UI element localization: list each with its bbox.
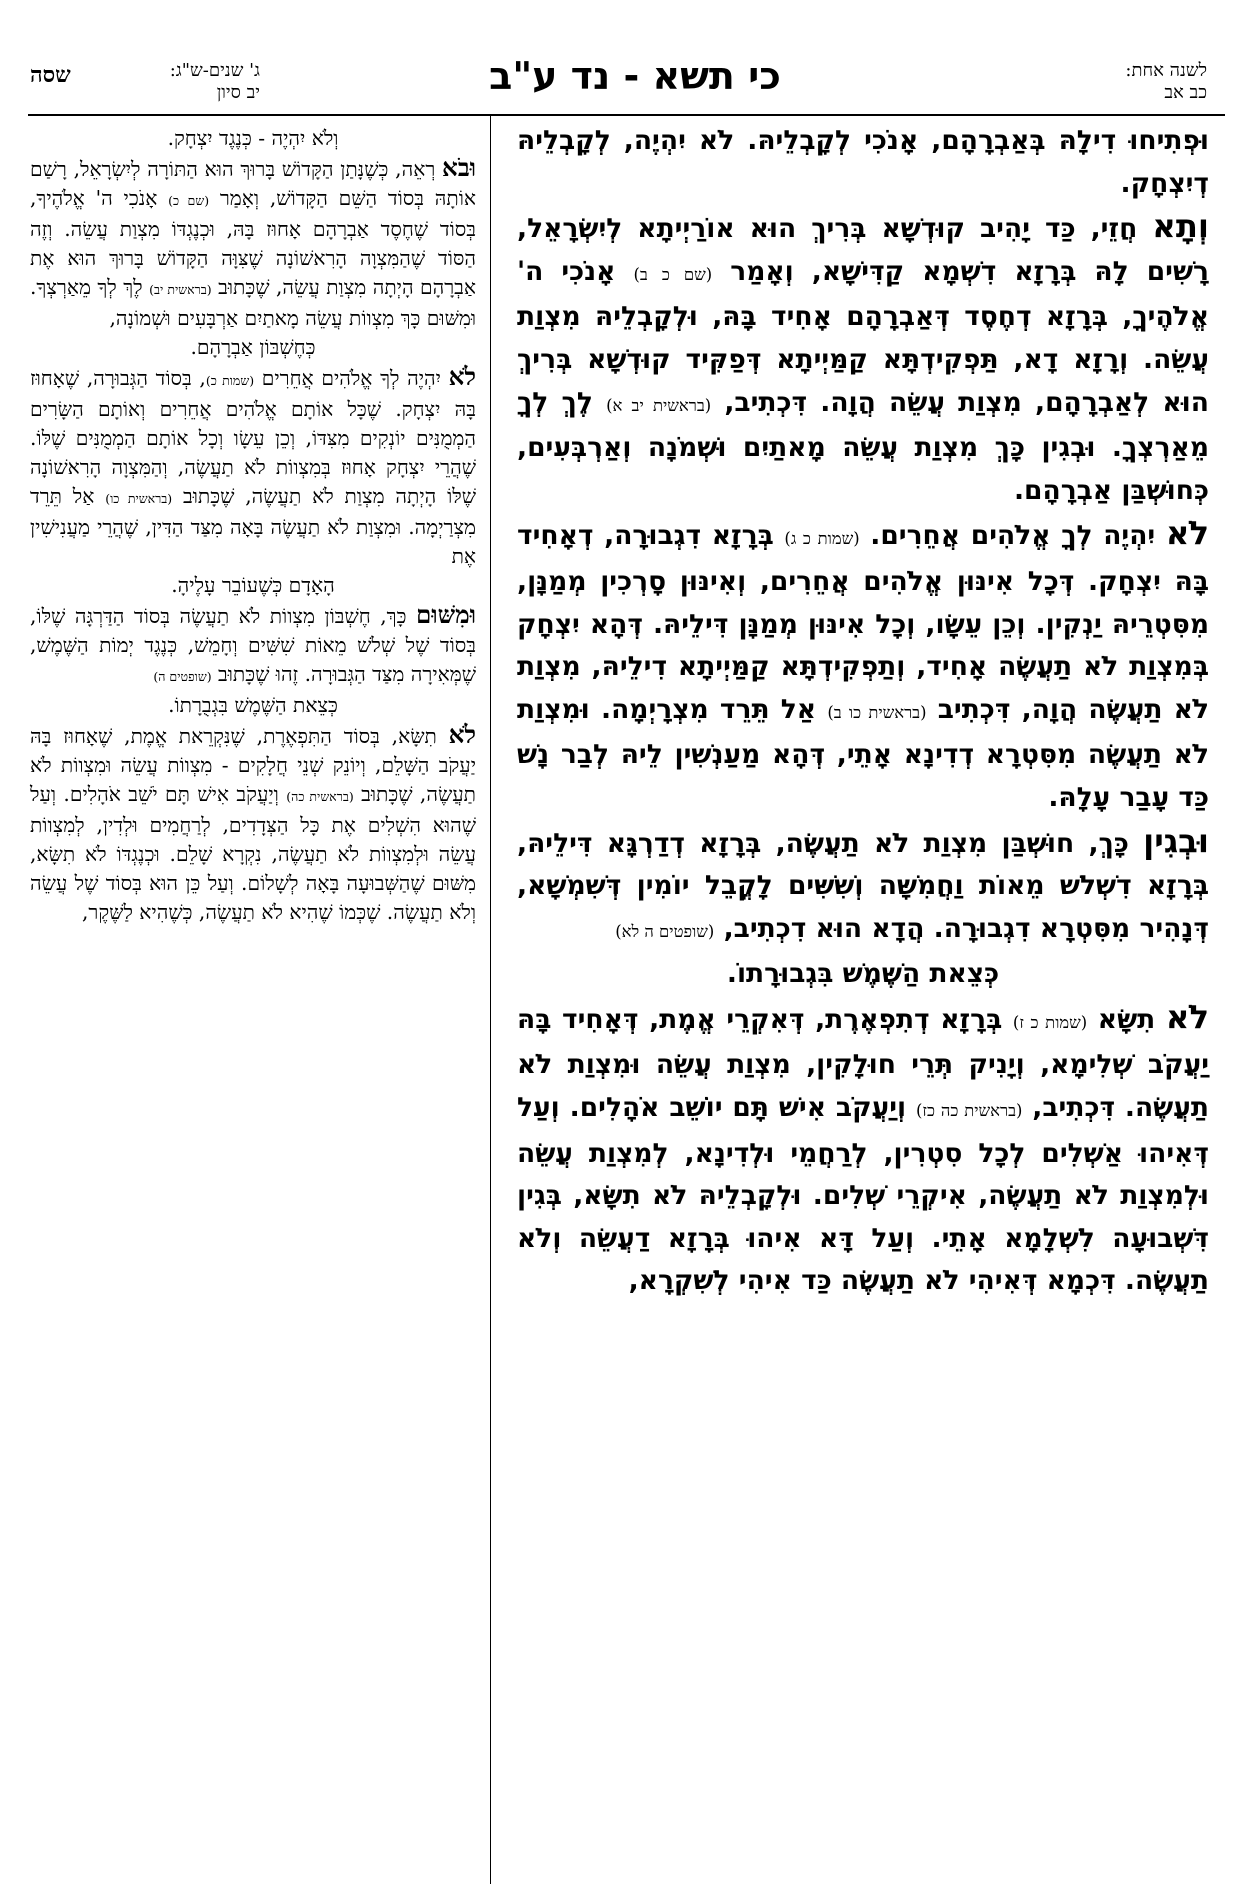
comm-paragraph-5-text-a: תִשָּׂא, בְּסוֹד הַתִּפְאֶרֶת, שֶׁנִּקְרֵאת אֱמֶת, שֶׁאָחוּז בָּהּ יַעֲקֹב הַשָּׁלֵם, וְיוֹנֵק שְׁנֵי חֲלָקִים - מִצְווֹת עֲשֵׂה וּמִצְווֹת לֹא תַעֲשֶׂה, שֶׁכָּתוּב [30,724,476,806]
comm-paragraph-4-text-b: כְּצֵאת הַשֶּׁמֶשׁ בִּגְבֻרָתוֹ. [168,693,338,717]
comm-paragraph-2-text-c: לֶךְ לְךָ מֵאַרְצְךָ. וּמִשּׁוּם כָּךְ מִצְווֹת עֲשֵׂה מָאתַיִם אַרְבָּעִים וּשְׁמוֹנָה, [30,275,476,330]
comm-paragraph-3-text-c: אַל תֵּרֵד מִצְרַיְמָה. וּמִצְוַת לֹא תַעֲשֶׂה בָּאָה מִצַּד הַדִּין, שֶׁהֲרֵי מַעֲנִישִׁין אֶת [30,484,476,568]
verse-reference: (בראשית כו) [105,491,173,506]
main-paragraph-2-lead: וְתָא [1152,207,1209,246]
main-paragraph-4-lead: וּבְגִין [1143,821,1209,860]
main-paragraph-5-text-c: וְיַעֲקֹב אִישׁ תָּם יוֹשֵׁב אֹהָלִים. וְעַל דְּאִיהוּ אַשְׁלִים לְכָל סִטְרִין, לְרַחֲמֵי וּלְדִינָא, לְמִצְוַת עֲשֵׂה וּלְמִצְוַת לֹא תַעֲשֶׂה, אִיקְרֵי שְׁלִים. וּלְקָבְלֵיהּ לֹא תִשָּׂא, בְּגִין דִּשְׁבוּעָה לִשְׁלָמָא אָתֵי. וְעַל דָּא אִיהוּ בְּרָזָא דַעֲשֵׂה וְלֹא תַעֲשֶׂה. דִּכְמָא דְּאִיהִי לֹא תַעֲשֶׂה כַּד אִיהִי לְשִׁקְרָא, [517,1092,1209,1297]
verse-reference: (שמות כ ז) [1012,1012,1088,1032]
main-paragraph-2-text-b: אָנֹכִי ה' אֱלֹהֶיךָ, בְּרָזָא דְחֶסֶד דְּאַבְרָהָם אָחִיד בָּהּ, וּלְקָבְלֵיהּ מִצְוַת עֲשֵׂה. וְרָזָא דָא, תַּפְקִידְתָּא קַמַּיְיתָא דְּפַקִּיד קוּדְשָׁא בְּרִיךְ הוּא לְאַבְרָהָם, מִצְוַת עֲשֵׂה הֲוָה. דִּכְתִיב, [517,255,1209,418]
main-paragraph-3-lead: לֹא [1165,514,1210,553]
verse-reference: (בראשית כה כז) [915,1101,1023,1121]
comm-paragraph-3-text-a: יִהְיֶה לְךָ אֱלֹהִים אֲחֵרִים [254,366,449,390]
page-title: כי תשא - נד ע"ב [489,54,781,98]
comm-paragraph-2-text-b: אָנֹכִי ה' אֱלֹהֶיךָ, בְּסוֹד שֶׁחֶסֶד אַבְרָהָם אָחוּז בָּהּ, וּכְנֶגְדּוֹ מִצְוַת עֲשֵׂה. וְזֶה הַסּוֹד שֶׁהַמִּצְוָה הָרִאשׁוֹנָה שֶׁצִּוָּה הַקָּדוֹשׁ בָּרוּךְ הוּא אֶת אַבְרָהָם הָיְתָה מִצְוַת עֲשֵׂה, שֶׁכָּתוּב [30,186,476,299]
main-paragraph-2-text-a: חֲזֵי, כַּד יָהִיב קוּדְשָׁא בְּרִיךְ הוּא אוֹרַיְיתָא לְיִשְׂרָאֵל, רָשִׁים לָהּ בְּרָזָא דִשְׁמָא קַדִּישָׁא, וְאָמַר [517,213,1210,287]
verse-reference: (בראשית יב א) [606,395,712,415]
comm-paragraph-4-text-a: כָּךְ, חֶשְׁבּוֹן מִצְווֹת לֹא תַעֲשֶׂה בְּסוֹד הַדַּרְגָּה שֶׁלּוֹ, בְּסוֹד שֶׁל שְׁלֹשׁ מֵאוֹת שִׁשִּׁים וְחָמֵשׁ, כְּנֶגֶד יְמוֹת הַשֶּׁמֶשׁ, שֶׁמְּאִירָה מִצַּד הַגְּבוּרָה. זֶהוּ שֶׁכָּתוּב [30,604,476,686]
comm-paragraph-4 [30,600,476,720]
main-paragraph-3-text-a: יִהְיֶה לְךָ אֱלֹהִים אֲחֵרִים. [859,520,1166,552]
comm-paragraph-2 [30,153,476,362]
verse-reference: (שם כ ב) [633,264,713,284]
main-paragraph-5-lead: לֹא [1165,997,1210,1036]
main-paragraph-3 [517,512,1209,819]
main-paragraph-3-text-b: בְּרָזָא דִגְבוּרָה, דְאָחִיד בָּהּ יִצְחָק. דְּכָל אִינּוּן אֱלֹהִים אֲחֵרִים, וְאִינּוּן סָרְכִין מְמַנָּן, מִסִּטְרֵיהּ יַנְקִין. וְכֵן עֵשָׂו, וְכָל אִינּוּן מְמַנָּן דִּילֵיהּ. דְּהָא יִצְחָק בְּמִצְוַת לֹא תַעֲשֶׂה אָחִיד, וְתַפְקִידְתָּא קַמַּיְיתָא דִילֵיהּ, מִצְוַת לֹא תַעֲשֶׂה הֲוָה, דִּכְתִיב [517,520,1209,725]
comm-paragraph-3-lead: לֹא [448,362,476,391]
verse-reference: (שמות כ) [205,373,255,388]
header-divider [28,114,1225,116]
header-right-label-line2: כב אב [1164,82,1207,103]
comm-paragraph-2-text-d: כְּחֶשְׁבּוֹן אַבְרָהָם. [190,335,316,359]
header-left-label [110,60,260,104]
comm-paragraph-3 [30,362,476,600]
header-right-label-line1: לשנה אחת: [1125,60,1207,81]
main-paragraph-5-text-b: בְּרָזָא דְתִפְאֶרֶת, דְּאִקְרֵי אֱמֶת, דְּאָחִיד בָּהּ יַעֲקֹב שְׁלִימָא, וְיָנִיק תְּרֵי חוּלָקִין, מִצְוַת עֲשֵׂה וּמִצְוַת לֹא תַעֲשֶׂה. דִּכְתִיב, [517,1003,1209,1124]
column-divider [490,116,491,1884]
main-paragraph-5 [517,996,1209,1303]
comm-paragraph-2-lead: וּבֹא [442,153,476,182]
verse-reference: (שם כ) [168,193,210,208]
comm-paragraph-5-text-b: וְיַעֲקֹב אִישׁ תָּם יֹשֵׁב אֹהָלִים. וְעַל שֶׁהוּא הִשְׁלִים אֶת כָּל הַצְּדָדִים, לְרַחֲמִים וּלְדִין, לְמִצְווֹת עֲשֵׂה וּלְמִצְווֹת לֹא תַעֲשֶׂה, נִקְרָא שָׁלֵם. וּכְנֶגְדּוֹ לֹא תִשָּׂא, מִשּׁוּם שֶׁהַשְּׁבוּעָה בָּאָה לְשָׁלוֹם. וְעַל כֵּן הוּא בְּסוֹד שֶׁל עֲשֵׂה וְלֹא תַעֲשֶׂה. שֶׁכְּמוֹ שֶׁהִיא לֹא תַעֲשֶׂה, כְּשֶׁהִיא לַשֶּׁקֶר, [30,782,476,924]
translation-column [30,124,476,927]
verse-reference: (שופטים ה) [153,669,212,684]
header-left-label-line1: ג' שנים-ש"ג: [169,60,260,81]
main-paragraph-2-text-c: לֶךְ לְךָ מֵאַרְצְךָ. וּבְגִין כָּךְ מִצְוַת עֲשֵׂה מָאתַיִם וּשְׁמֹנָה וְאַרְבְּעִים, כְּחוּשְׁבַּן אַבְרָהָם. [517,386,1209,506]
verse-reference: (שופטים ה לא) [615,921,715,941]
main-paragraph-2 [517,205,1209,512]
main-paragraph-4-text-a: כָּךְ, חוּשְׁבַּן מִצְוַת לֹא תַעֲשֶׂה, בְּרָזָא דְדַרְגָּא דִּילֵיהּ, בְּרָזָא דִשְׁלשׁ מֵאוֹת וַחֲמִשָּׁה וְשִׁשִּׁים לָקֳבֵל יוֹמִין דְּשִׁמְשָׁא, דְּנָהִיר מִסִּטְרָא דִגְבוּרָה. הֲדָא הוּא דִכְתִיב, [517,827,1209,944]
page-number: שסה [30,62,71,88]
comm-paragraph-5-lead: לֹא [448,720,476,749]
comm-paragraph-5 [30,720,476,927]
main-paragraph-5-text-a: תִשָּׂא [1087,1003,1166,1035]
header-right-label [1125,60,1207,104]
comm-paragraph-4-lead: וּמִשּׁוּם [416,600,476,629]
comm-paragraph-2-text-a: רְאֵה, כְּשֶׁנָּתַן הַקָּדוֹשׁ בָּרוּךְ הוּא הַתּוֹרָה לְיִשְׂרָאֵל, רָשַׁם אוֹתָהּ בְּסוֹד הַשֵּׁם הַקָּדוֹשׁ, וְאָמַר [30,157,476,210]
verse-reference: (בראשית כו ב) [827,702,927,722]
main-paragraph-3-text-c: אַל תֵּרֵד מִצְרָיְמָה. וּמִצְוַת לֹא תַעֲשֶׂה מִסִּטְרָא דְדִינָא אָתֵי, דְּהָא מַעַנְשִׁין לֵיהּ לְבַר נָשׁ כַּד עָבַר עָלָהּ. [517,693,1209,813]
main-paragraph-4-text-b: כְּצֵאת הַשֶּׁמֶשׁ בִּגְבוּרָתוֹ. [726,958,1000,990]
verse-reference: (בראשית יב) [149,282,212,297]
main-paragraph-1: וּפְתִיחוּ דִילָהּ בְּאַבְרָהָם, אָנֹכִי לְקָבְלֵיהּ. לֹא יִהְיֶה, לְקָבְלֵיהּ דְיִצְחָק. [517,125,1209,199]
verse-reference: (שמות כ ג) [784,529,860,549]
comm-paragraph-3-text-d: הָאָדָם כְּשֶׁעוֹבֵר עָלֶיהָ. [171,573,335,597]
header-left-label-line2: יב סיון [216,82,260,103]
comm-paragraph-3-text-b: , בְּסוֹד הַגְּבוּרָה, שֶׁאָחוּז בָּהּ יִצְחָק. שֶׁכָּל אוֹתָם אֱלֹהִים אֲחֵרִים וְאוֹתָם הַשָּׂרִים הַמְמֻנִּים יוֹנְקִים מִצִּדּוֹ, וְכֵן עֵשָׂו וְכָל אוֹתָם הַמְמֻנִּים שֶׁלּוֹ. שֶׁהֲרֵי יִצְחָק אָחוּז בְּמִצְווֹת לֹא תַעֲשֶׂה, וְהַמִּצְוָה הָרִאשׁוֹנָה שֶׁלּוֹ הָיְתָה מִצְוַת לֹא תַעֲשֶׂה, שֶׁכָּתוּב [30,366,476,508]
main-paragraph-4 [517,820,1209,996]
comm-paragraph-1: וְלֹא יִהְיֶה - כְּנֶגֶד יִצְחָק. [167,126,339,150]
verse-reference: (בראשית כה) [286,789,354,804]
main-text-column [517,120,1209,1303]
